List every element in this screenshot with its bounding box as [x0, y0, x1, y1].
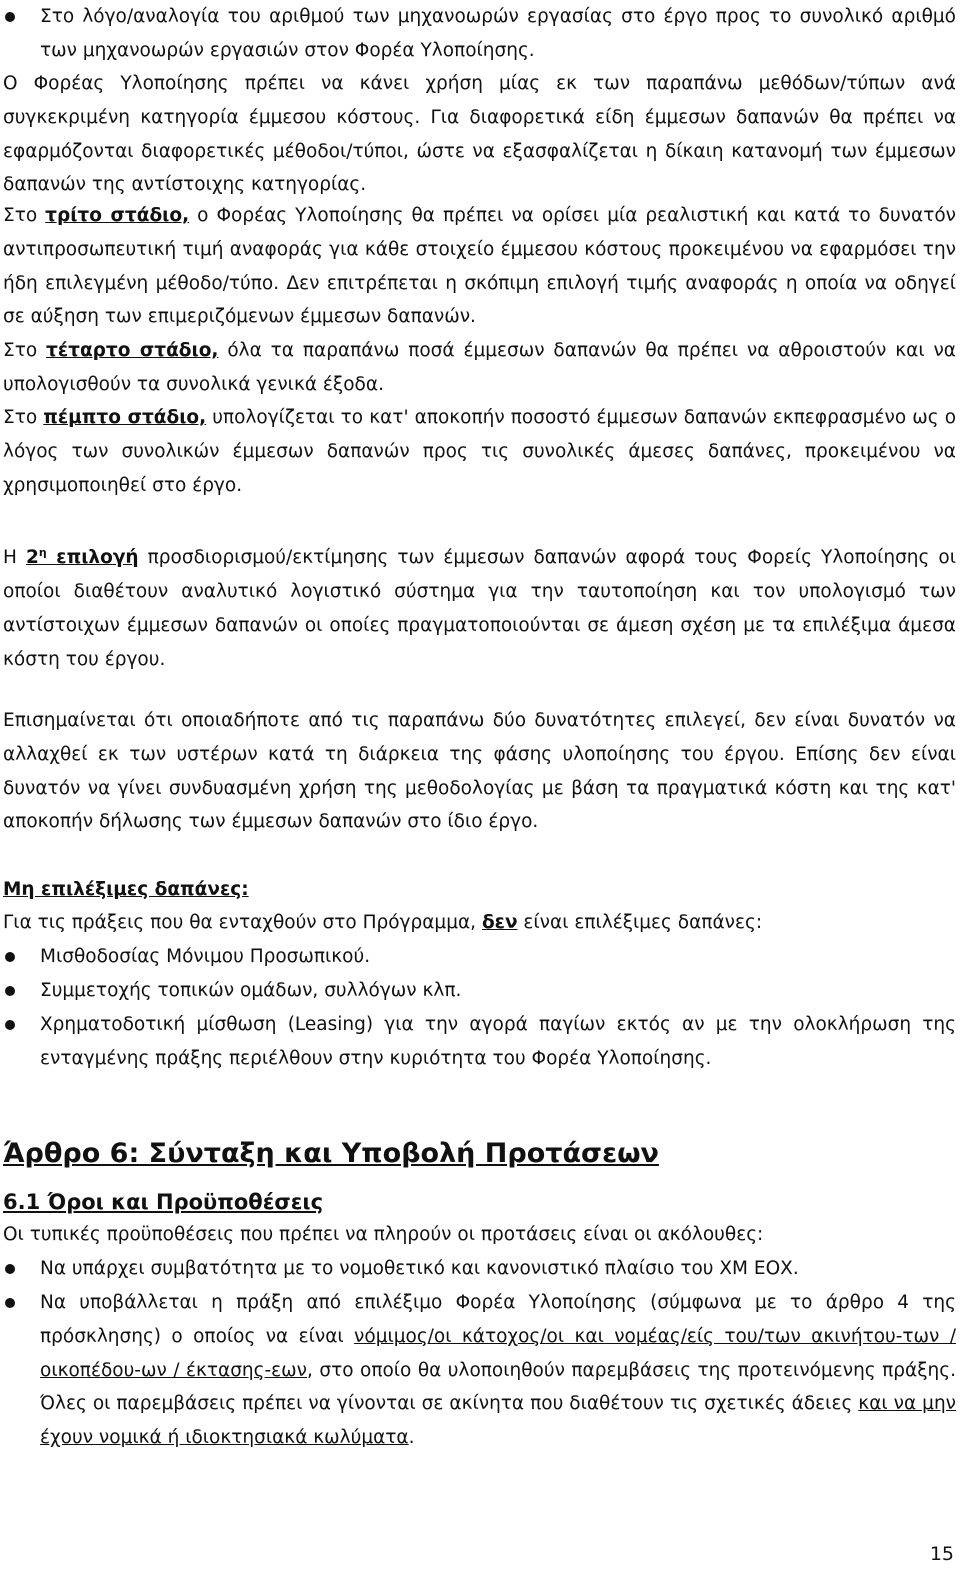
paragraph-stage3 — [3, 199, 956, 334]
stage5-text: υπολογίζεται το κατ' αποκοπήν ποσοστό έμμεσων δαπανών εκπεφρασμένο ως ο λόγος των συνολικών έμμεσων δαπανών προς τις συνολικές άμεσες δαπάνες, προκειμένου να χρησιμοποιηθεί στο έργο. — [3, 407, 957, 496]
section-heading: 6.1 Όροι και Προϋποθέσεις — [3, 1190, 324, 1214]
paragraph-stage5 — [3, 401, 956, 502]
item2-underline-2: και να μην έχουν νομικά ή ιδιοκτησιακά κωλύματα — [40, 1393, 956, 1449]
option2-term — [26, 547, 139, 568]
list-item: Στο λόγο/αναλογία του αριθμού των μηχανοωρών εργασίας στο έργο προς το συνολικό αριθμό των μηχανοωρών εργασιών στον Φορέα Υλοποίησης. — [40, 6, 956, 61]
item2-underline-1: νόμιμος/οι κάτοχος/οι και νομέας/είς του/των ακινήτου-των / οικοπέδου-ων / έκτασης-εων — [40, 1325, 956, 1381]
bullet-marker — [5, 1264, 15, 1274]
option2-num: 2 — [25, 547, 39, 569]
stage3-pre: Στο — [3, 205, 46, 226]
non-eligible-intro — [3, 906, 956, 940]
intro-term: δεν — [481, 912, 518, 933]
list-item — [40, 1286, 956, 1455]
stage3-text: ο Φορέας Υλοποίησης θα πρέπει να ορίσει μία ρεαλιστική και κατά το δυνατόν αντιπροσωπευτική τιμή αναφοράς για κάθε στοιχείο έμμεσου κόστους προκειμένου να εφαρμόσει την ήδη επιλεγμένη μέθοδο/τύπο. Δεν επιτρέπεται η σκόπιμη επιλογή τιμής αναφοράς η οποία να οδηγεί σε αύξηση των επιμεριζόμενων έμμεσων δαπανών. — [3, 205, 956, 328]
bullet-marker — [5, 1020, 15, 1030]
non-eligible-heading-text: Μη επιλέξιμες δαπάνες: — [3, 879, 249, 900]
list-item: Χρηματοδοτική μίσθωση (Leasing) για την αγορά παγίων εκτός αν με την ολοκλήρωση της ενταγμένης πράξης περιέλθουν στην κυριότητα του Φορέα Υλοποίησης. — [40, 1014, 956, 1069]
section-intro: Οι τυπικές προϋποθέσεις που πρέπει να πληρούν οι προτάσεις είναι οι ακόλουθες: — [3, 1224, 764, 1245]
option2-pre: Η — [3, 547, 26, 569]
list-item: Μισθοδοσίας Μόνιμου Προσωπικού. — [40, 946, 371, 967]
stage4-text: όλα τα παραπάνω ποσά έμμεσων δαπανών θα πρέπει να αθροιστούν και να υπολογισθούν τα συνολικά γενικά έξοδα. — [3, 340, 956, 395]
stage5-pre: Στο — [3, 407, 44, 428]
intro-post: είναι επιλέξιμες δαπάνες: — [517, 912, 763, 933]
intro-pre: Για τις πράξεις που θα ενταχθούν στο Πρόγραμμα, — [3, 912, 482, 933]
stage4-pre: Στο — [3, 340, 47, 361]
paragraph-stage4 — [3, 334, 956, 402]
item2-text-a: Να υποβάλλεται η πράξη από επιλέξιμο Φορέα Υλοποίησης (σύμφωνα με το άρθρο 4 της πρόσκλησης) ο οποίος να είναι — [40, 1292, 956, 1347]
stage4-term: τέταρτο στάδιο, — [46, 340, 219, 361]
article-heading: Άρθρο 6: Σύνταξη και Υποβολή Προτάσεων — [3, 1138, 659, 1169]
page-number: 15 — [929, 1543, 954, 1565]
bullet-marker — [5, 12, 15, 22]
item2-text-b: , στο οποίο θα υλοποιηθούν παρεμβάσεις της προτεινόμενης πράξης. Όλες οι παρεμβάσεις πρέπει να γίνονται σε ακίνητα που διαθέτουν τις σχετικές άδειες — [40, 1359, 956, 1415]
stage5-term: πέμπτο στάδιο, — [43, 407, 207, 428]
bullet-marker — [5, 952, 15, 962]
bullet-marker — [5, 986, 15, 996]
option2-sup: η — [38, 546, 47, 559]
option2-text: προσδιορισμού/εκτίμησης των έμμεσων δαπανών αφορά τους Φορείς Υλοποίησης οι οποίοι διαθέτουν αναλυτικό λογιστικό σύστημα για την ταυτοποίηση και τον υπολογισμό των αντίστοιχων έμμεσων δαπανών οι οποίες πραγματοποιούνται σε άμεση σχέση με τα επιλέξιμα άμεσα κόστη του έργου. — [3, 547, 956, 670]
non-eligible-heading — [3, 873, 956, 907]
paragraph-method: Ο Φορέας Υλοποίησης πρέπει να κάνει χρήση μίας εκ των παραπάνω μεθόδων/τύπων ανά συγκεκριμένη κατηγορία έμμεσου κόστους. Για διαφορετικά είδη έμμεσων δαπανών θα πρέπει να εφαρμόζονται διαφορετικές μέθοδοι/τύποι, ώστε να εξασφαλίζεται η δίκαιη κατανομή των έμμεσων δαπανών της αντίστοιχης κατηγορίας. — [3, 73, 956, 196]
list-item: Συμμετοχής τοπικών ομάδων, συλλόγων κλπ. — [40, 980, 462, 1001]
paragraph-note: Επισημαίνεται ότι οποιαδήποτε από τις παραπάνω δύο δυνατότητες επιλεγεί, δεν είναι δυνατόν να αλλαχθεί εκ των υστέρων κατά τη διάρκεια της φάσης υλοποίησης του έργου. Επίσης δεν είναι δυνατόν να γίνει συνδυασμένη χρήση της μεθοδολογίας με βάση τα πραγματικά κόστη και της κατ' αποκοπήν δήλωσης των έμμεσων δαπανών στο ίδιο έργο. — [3, 710, 956, 833]
stage3-term: τρίτο στάδιο, — [45, 205, 190, 226]
item2-text-c: . — [408, 1427, 415, 1449]
bullet-marker — [5, 1298, 15, 1308]
list-item: Να υπάρχει συμβατότητα με το νομοθετικό και κανονιστικό πλαίσιο του ΧΜ ΕΟΧ. — [40, 1258, 799, 1279]
paragraph-option2 — [3, 536, 956, 676]
option2-term-text: επιλογή — [46, 547, 139, 569]
